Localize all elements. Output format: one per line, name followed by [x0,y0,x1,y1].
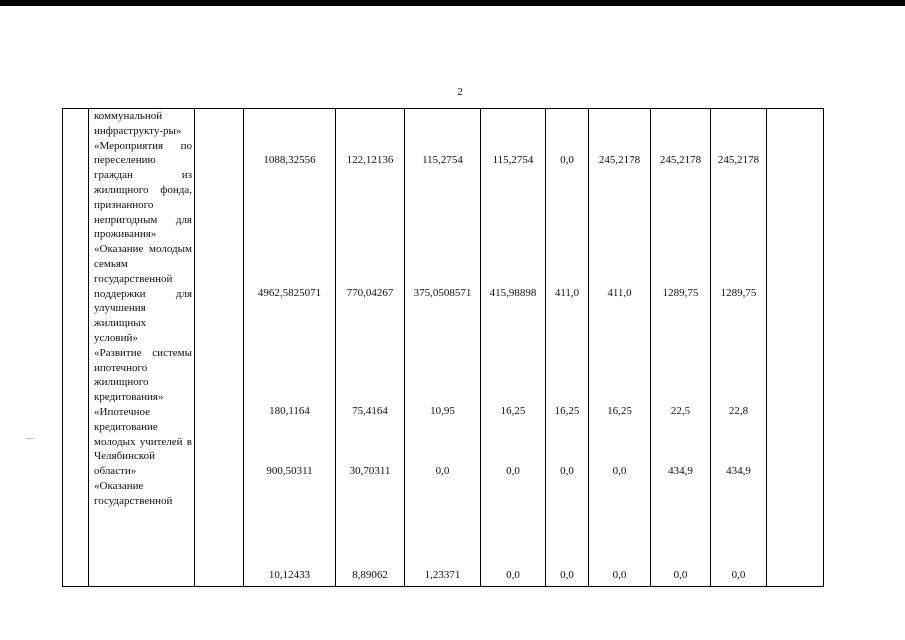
value-cell: 434,9 [668,465,693,477]
program-funding-table [62,108,824,587]
value-cell: 434,9 [726,465,751,477]
value-cell: 8,89062 [352,569,388,581]
value-cell: 122,12136 [346,154,394,166]
empty-column [195,109,244,587]
page-number: 2 [457,86,463,98]
value-cell: 770,04267 [346,287,394,299]
value-cell: 75,4164 [352,405,388,417]
year-column-2 [405,109,481,587]
value-cell: 16,25 [554,405,580,417]
value-cell: 1088,32556 [263,154,316,166]
value-cell: 115,2754 [492,154,534,166]
year-column-4 [546,109,589,587]
program-name: «Оказание молодым семьям государственной поддержки для улучшения жилищных условий» [94,243,192,344]
value-cell: 0,0 [612,569,627,581]
year-column-6 [651,109,711,587]
value-cell: 10,12433 [268,569,311,581]
value-cell: 16,25 [500,405,526,417]
value-cell: 0,0 [560,569,574,581]
value-cell: 245,2178 [717,154,760,166]
value-cell: 0,0 [506,569,520,581]
value-cell: 1,23371 [424,569,461,581]
year-column-7 [711,109,767,587]
value-cell: 0,0 [612,465,627,477]
year-column-5 [589,109,651,587]
value-cell: 415,98898 [489,287,537,299]
program-name: «Развитие системы ипотечного жилищного кредитования» [94,346,192,404]
value-cell: 0,0 [435,465,450,477]
total-column [244,109,336,587]
value-cell: 245,2178 [598,154,641,166]
year-column-3 [481,109,546,587]
value-cell: 1289,75 [720,287,757,299]
value-cell: 4962,5825071 [257,287,322,299]
program-name: «Мероприятия по переселению граждан из жилищного фонда, признанного непригодным для проживания» [94,139,192,241]
value-cell: 900,50311 [266,465,313,477]
program-name: коммунальной инфраструкту-ры» [94,110,182,137]
value-cell: 0,0 [731,569,746,581]
margin-mark [26,438,34,439]
value-cell: 411,0 [554,287,580,299]
row-number-column [63,109,89,587]
value-cell: 1289,75 [662,287,699,299]
value-cell: 180,1164 [269,405,310,417]
value-cell: 0,0 [506,465,520,477]
value-cell: 22,5 [670,405,691,417]
value-cell: 0,0 [560,465,574,477]
value-cell: 375,0508571 [413,287,472,299]
value-cell: 411,0 [607,287,632,299]
program-name: «Оказание государственной [94,479,173,507]
year-column-1 [336,109,405,587]
value-cell: 22,8 [728,405,749,417]
value-cell: 10,95 [430,405,455,417]
last-empty-column [767,109,824,587]
value-cell: 0,0 [673,569,688,581]
value-cell: 30,70311 [349,465,391,477]
top-black-bar [0,0,905,6]
program-name: «Ипотечное кредитование молодых учителей в Челябинской области» [94,405,192,478]
value-cell: 115,2754 [422,154,463,166]
value-cell: 0,0 [560,154,574,166]
program-names-column [89,109,195,587]
value-cell: 16,25 [607,405,632,417]
value-cell: 245,2178 [659,154,702,166]
